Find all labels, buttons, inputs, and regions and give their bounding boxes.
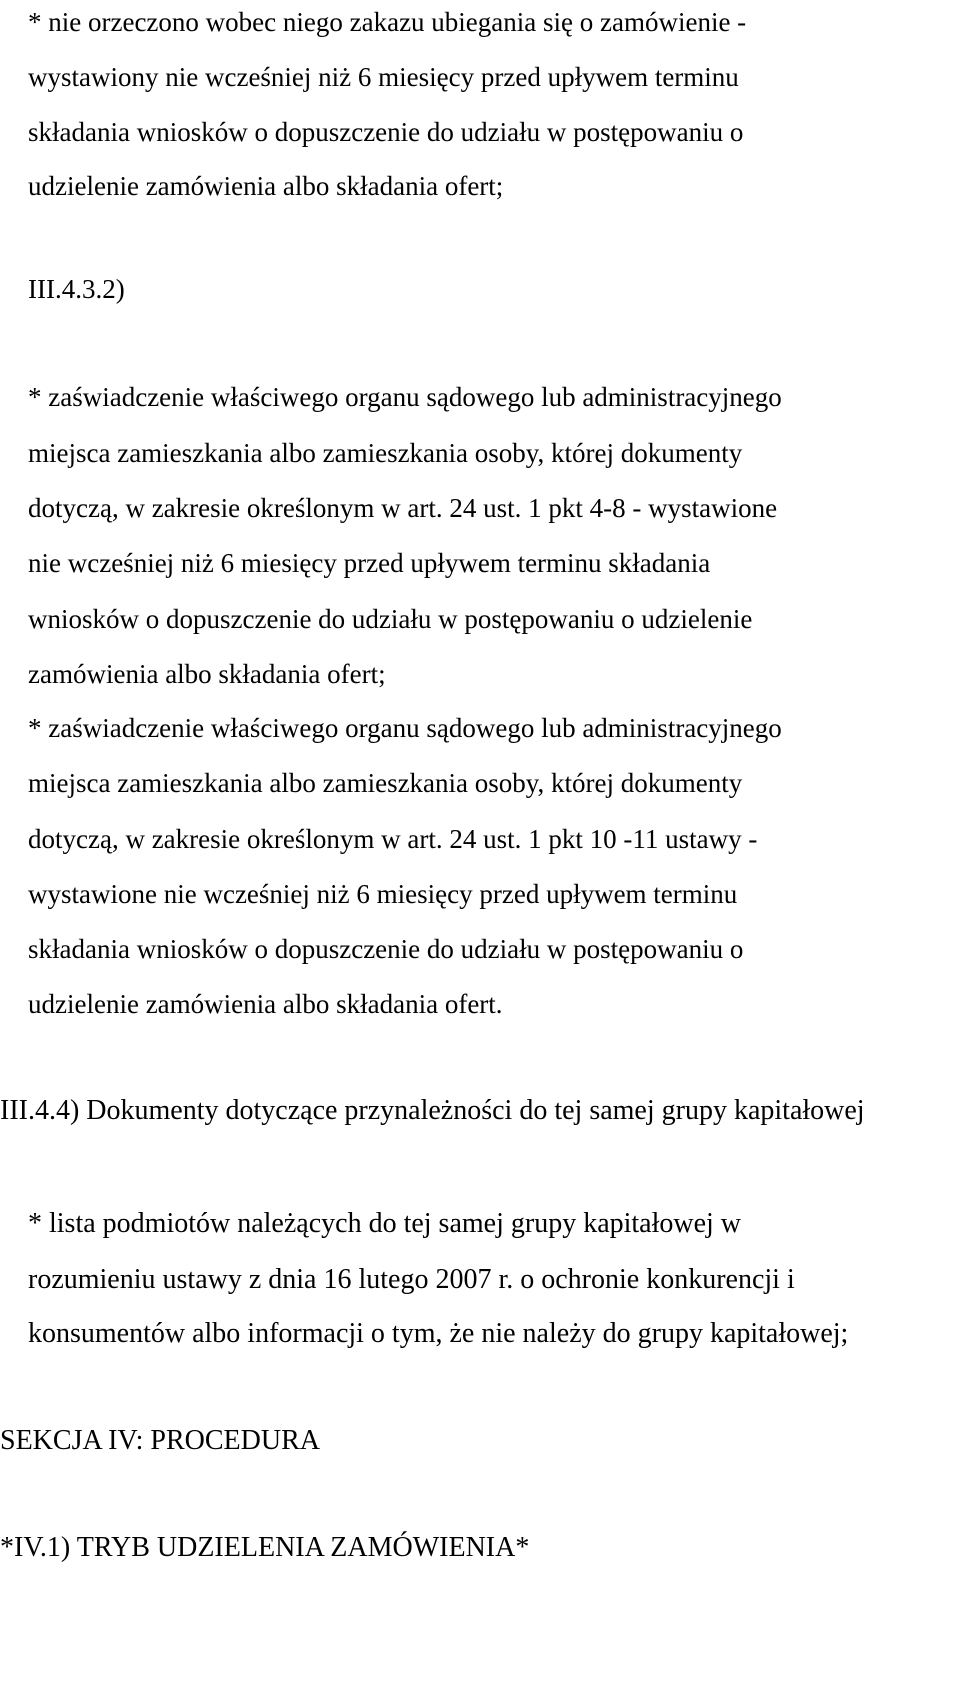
text-line: udzielenie zamówienia albo składania ofert; <box>28 171 504 201</box>
text-line: wystawione nie wcześniej niż 6 miesięcy przed upływem terminu <box>28 879 738 909</box>
text-line: udzielenie zamówienia albo składania ofert. <box>28 989 503 1019</box>
text-line: wystawiony nie wcześniej niż 6 miesięcy przed upływem terminu <box>28 62 739 92</box>
text-line: dotyczą, w zakresie określonym w art. 24 ust. 1 pkt 10 -11 ustawy - <box>28 824 758 854</box>
text-line: wniosków o dopuszczenie do udziału w postępowaniu o udzielenie <box>28 604 753 634</box>
text-line: * lista podmiotów należących do tej samej grupy kapitałowej w <box>28 1208 742 1239</box>
section-heading: III.4.3.2) <box>28 274 125 304</box>
text-line: miejsca zamieszkania albo zamieszkania osoby, której dokumenty <box>28 768 743 798</box>
text-line: składania wniosków o dopuszczenie do udziału w postępowaniu o <box>28 117 744 147</box>
text-line: * nie orzeczono wobec niego zakazu ubiegania się o zamówienie - <box>28 7 747 37</box>
section-heading: *IV.1) TRYB UDZIELENIA ZAMÓWIENIA* <box>0 1532 530 1563</box>
text-line: konsumentów albo informacji o tym, że nie należy do grupy kapitałowej; <box>28 1318 849 1349</box>
text-line: miejsca zamieszkania albo zamieszkania osoby, której dokumenty <box>28 438 743 468</box>
text-line: składania wniosków o dopuszczenie do udziału w postępowaniu o <box>28 934 744 964</box>
text-line: nie wcześniej niż 6 miesięcy przed upływem terminu składania <box>28 548 711 578</box>
text-line: * zaświadczenie właściwego organu sądowego lub administracyjnego <box>28 382 782 412</box>
text-line: rozumieniu ustawy z dnia 16 lutego 2007 r. o ochronie konkurencji i <box>28 1264 795 1295</box>
section-heading: III.4.4) Dokumenty dotyczące przynależności do tej samej grupy kapitałowej <box>0 1095 865 1126</box>
text-line: dotyczą, w zakresie określonym w art. 24 ust. 1 pkt 4-8 - wystawione <box>28 493 778 523</box>
text-line: * zaświadczenie właściwego organu sądowego lub administracyjnego <box>28 713 782 743</box>
text-line: zamówienia albo składania ofert; <box>28 659 386 689</box>
section-title: SEKCJA IV: PROCEDURA <box>0 1425 320 1456</box>
